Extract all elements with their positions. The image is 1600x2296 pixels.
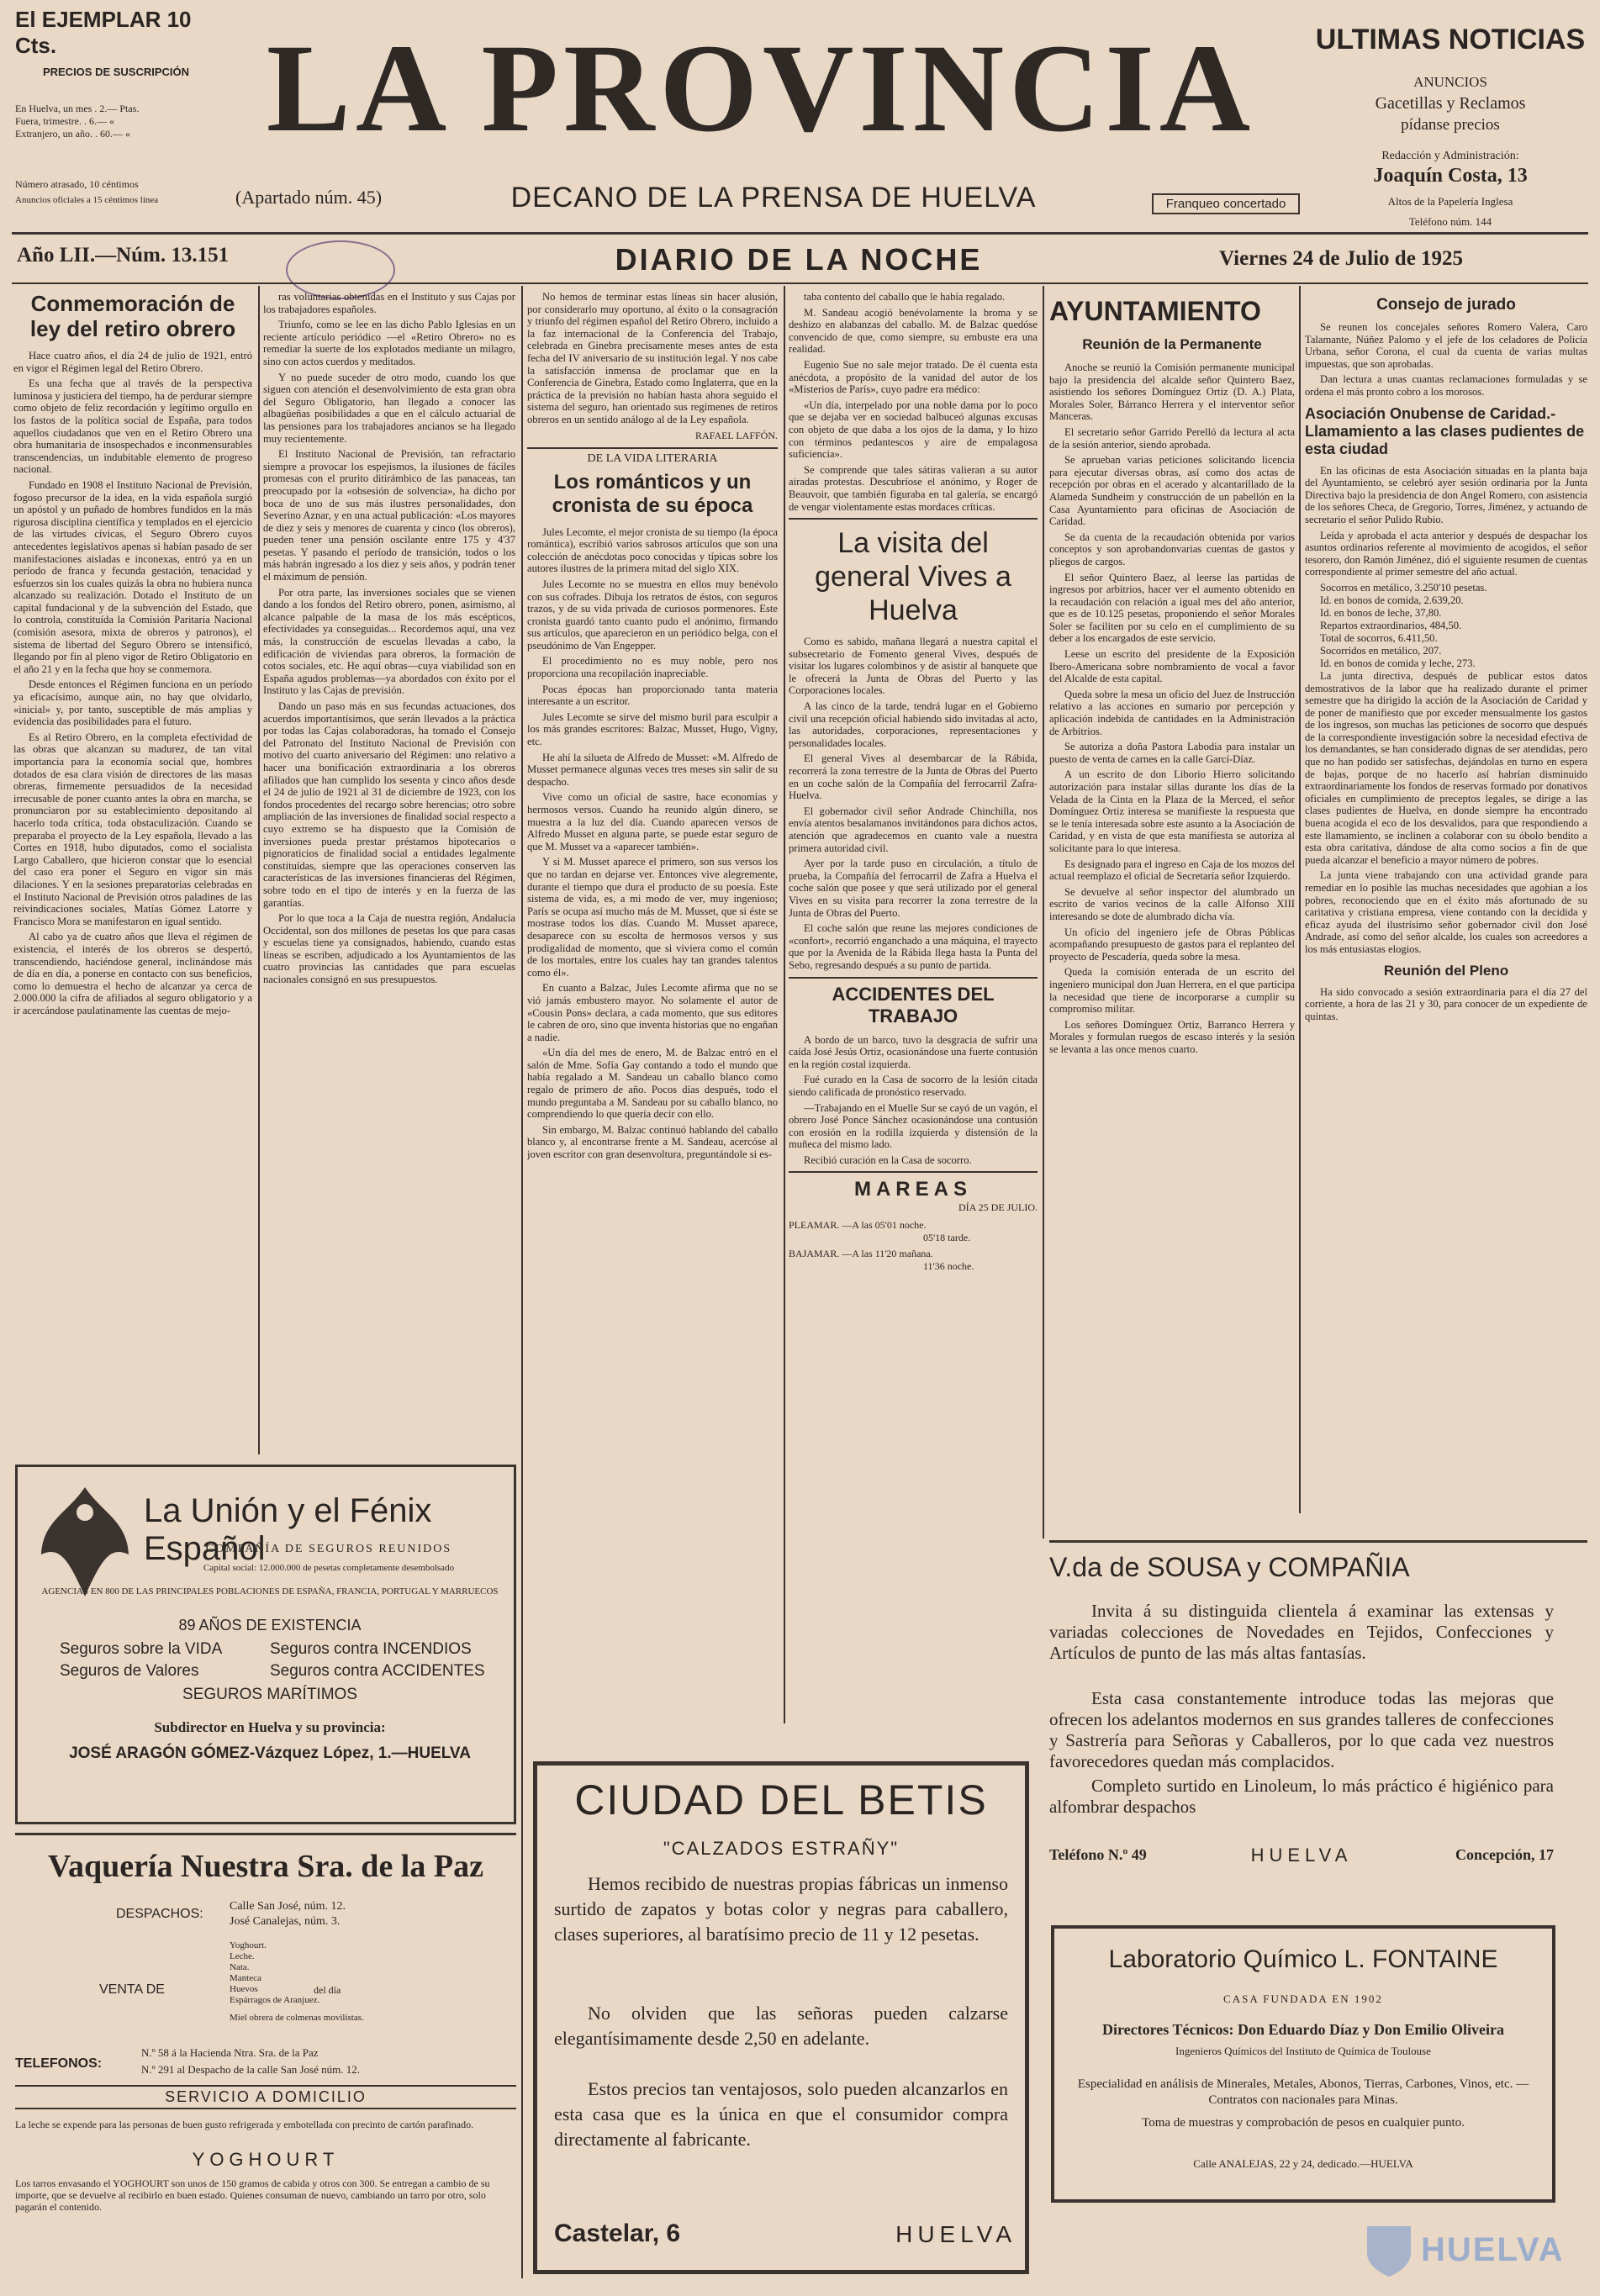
paragraph: Como es sabido, mañana llegará a nuestra capital el subsecretario de Fomento general Vives, después de visitar los lugares colombinos y de asistir al banquete que le ofrecerá la Junta de Obras del Puerto y las Corporaciones locales. xyxy=(789,636,1038,697)
ad-label: VENTA DE xyxy=(99,1982,165,1997)
paragraph: Hace cuatro años, el día 24 de julio de 1921, entró en vigor el Régimen legal del Retiro Obrero. xyxy=(13,350,252,374)
paragraph: Y si M. Musset aparece el primero, son sus versos los que no tardan en dejarse ver. Entonces vive alegremente, durante el tiempo que dura el producto de su poesía. Este sistema de vida, es, a mi modo de ver, muy ingenioso; París se ocupa así mucho más de M. Musset, que si éste se mostrase todos los días. Cuando M. Musset aparece, desaparece con su escolta de hermosos versos y sus prodigalidad de momento, que si viviera como el común de los mortales, entre los cuales hay tan grandes talentos como él». xyxy=(527,856,778,979)
paragraph: Leída y aprobada el acta anterior y después de despachar los asuntos ordinarios referente al movimiento de acogidos, el señor tesorero, don Ramón Jiménez, dió el siguiente resumen de cuentas correspondiente al primer semestre del año actual. xyxy=(1305,529,1587,578)
ad-address: Castelar, 6 xyxy=(554,2219,681,2247)
paragraph: Ha sido convocado a sesión extraordinaria para el día 27 del corriente, a hora de las 21 y 30, para conocer de un expediente de quintas. xyxy=(1305,985,1587,1022)
ad-laboratorio xyxy=(1051,1925,1555,2203)
venta-item: Nata. xyxy=(230,1962,250,1972)
ad-title: CIUDAD DEL BETIS xyxy=(574,1776,988,1824)
paragraph: El Instituto Nacional de Previsión, tan refractario siempre a provocar los espejismos, la ilusiones de fáciles promesas con el prurito ditirámbico de las panaceas, tan preocupado por la «obsesión de solvencia», ha dicho por boca de uno de sus más ilustres personalidades, don Severino Aznar, y en una actual publicación: «Los mayores de diez y seis y menores de cuarenta y cinco (los obreros), pueden tener una pensión oscilante entre 175 y 4'37 pesetas. Y pasando el período de transición, todos o los más habrán ingresado a los diez y seis años, y podrán tener el máximum de pensión. xyxy=(263,448,515,583)
paragraph: Se aprueban varias peticiones solicitando licencia para ejecutar diversas obras, así como dos actas de recepción por obras en el acerado y alcantarillado de la Alameda Sundheim y construcción de un pabellón en la Casa Ayuntamiento para oficinas de Asociación de Caridad. xyxy=(1049,454,1295,528)
ad-venta-list xyxy=(230,1940,322,2006)
ad-line: Seguros contra ACCIDENTES xyxy=(270,1662,485,1680)
paragraph: En cuanto a Balzac, Jules Lecomte afirma que no se vió jamás embustero mayor. No solamente el autor de «Cousin Pons» declara, a cada momento, que sus editores le cabren de oro, sino que inventa historias que no engañan a nadie. xyxy=(527,982,778,1043)
gacetillas-label: Gacetillas y Reclamos xyxy=(1375,94,1526,113)
ad-address: Calle ANALEJAS, 22 y 24, dedicado.—HUELVA xyxy=(1193,2157,1413,2170)
paragraph: Dan lectura a unas cuantas reclamaciones formuladas y se ordena el más pronto cobro a los morosos. xyxy=(1305,373,1587,398)
ad-text: N.º 58 á la Hacienda Ntra. Sra. de la Paz xyxy=(141,2046,319,2059)
paragraph: Ayer por la tarde puso en circulación, a título de prueba, la Compañía del ferrocarril de Zafra a Huelva el coche salón que posee y que será utilizado por el general Vives en su visita para recorrer la zona terrestre de la Junta de Obras del Puerto. xyxy=(789,858,1038,919)
paragraph: No hemos de terminar estas líneas sin hacer alusión, por considerarlo muy oportuno, al éxito o la consagración y triunfo del régimen español del Retiro Obrero, incluido a la faz internacional de la Conferencia del Trabajo, celebrada en Ginebra precisamente meses antes de esta fecha del IV aniversario de su institución legal. Y nos cabe la satisfacción inmensa de proclamar que en la Conferencia de Ginebra, Estado como Inglaterra, que en la práctica de la previsión no habían hasta ahora seguido el sistema del seguro, han orientado sus regímenes de retiros obreros en un sentido análogo al de la Ley española. xyxy=(527,291,778,425)
paragraph: Se devuelve al señor inspector del alumbrado un escrito de varios vecinos de la calle Alfonso XIII interesando se dote de alumbrado dicha vía. xyxy=(1049,885,1295,922)
huelva-watermark xyxy=(1362,2219,1589,2283)
paragraph: A bordo de un barco, tuvo la desgracia de sufrir una caída José Jesús Ortiz, ocasionándose una fuerte contusión en la región costal izquierda. xyxy=(789,1033,1038,1070)
ad-text: del día xyxy=(314,1984,341,1996)
column-5 xyxy=(1049,296,1295,1507)
ad-text: Miel obrera de colmenas movilistas. xyxy=(230,2013,364,2023)
section-label: DE LA VIDA LITERARIA xyxy=(587,451,718,465)
pidanse-label: pídanse precios xyxy=(1401,116,1500,134)
paragraph: La junta viene trabajando con una actividad grande para remediar en lo posible las muchas necesidades que agobian a los pobres, reconociendo que en el éxito más afortunado de su caritativa y cristiana empresa, viene contando con la decidida y eficaz ayuda del ilustrísimo señor gobernador civil don José Andrade, así como del señor alcalde, los cuales son acreedores a los más entusiastas elogios. xyxy=(1305,869,1587,955)
ad-years: 89 AÑOS DE EXISTENCIA xyxy=(178,1617,362,1634)
ad-text: N.º 291 al Despacho de la calle San José núm. 12. xyxy=(141,2063,360,2076)
account-line: Id. en bonos de comida y leche, 273. xyxy=(1320,657,1476,669)
paragraph: Un oficio del ingeniero jefe de Obras Públicas acompañando presupuesto de gastos para el replanteo del proyecto de Pescadería, queda sobre la mesa. xyxy=(1049,926,1295,963)
newspaper-title: LA PROVINCIA xyxy=(266,18,1256,158)
mareas-value: 11'36 noche. xyxy=(923,1260,974,1273)
paragraph: El secretario señor Garrido Perelló da lectura al acta de la sesión anterior, siendo aprobada. xyxy=(1049,425,1295,451)
newspaper-subtitle: DECANO DE LA PRENSA DE HUELVA xyxy=(510,182,1037,214)
paragraph: El procedimiento no es muy noble, pero nos proporciona una recopilación inapreciable. xyxy=(527,655,778,680)
mareas-date: DÍA 25 DE JULIO. xyxy=(958,1201,1038,1214)
paragraph: Vive como un oficial de sastre, hace economías y hermosos versos. Cuando ha reunido algún dinero, se muestra a la luz del día. Cuando aparecen versos de Alfredo Musset en alguna parte, se puede estar seguro de que M. Musset va a «aparecer también». xyxy=(527,791,778,852)
signature: RAFAEL LAFFÓN. xyxy=(694,429,778,441)
office-address: Joaquín Costa, 13 xyxy=(1373,165,1528,187)
paragraph: Los señores Domínguez Ortiz, Barranco Herrera y Morales y formulan ruegos de escaso interés y la sesión se levanta a las once menos cuarto. xyxy=(1049,1018,1295,1055)
paragraph: Es una fecha que al través de la perspectiva luminosa y justiciera del tiempo, ha de perdurar siempre como objeto de feliz recordación y legítimo orgullo en los fastos de la política social de España, para todos aquellos ciudadanos que ven en el Retiro Obrero una obra humanitaria de insospechados e inconmensurables transcendencias, un indubitable elemento de progreso nacional. xyxy=(13,377,252,476)
ad-paragraph: Completo surtido en Linoleum, lo más práctico é higiénico para alfombrar despachos xyxy=(1049,1776,1554,1817)
issue-date: Viernes 24 de Julio de 1925 xyxy=(1219,247,1464,270)
account-line: Repartos extraordinarios, 484,50. xyxy=(1320,619,1462,631)
account-line: Id. en bonos de leche, 37,80. xyxy=(1320,606,1442,619)
paragraph: Pocas épocas han proporcionado tanta materia interesante a un escritor. xyxy=(527,683,778,708)
column-rule xyxy=(521,286,523,2278)
ad-text: Calle San José, núm. 12. xyxy=(230,1900,346,1913)
ad-text: Los tarros envasando el YOGHOURT son unos de 150 gramos de cabida y otros con 300. Se entregan a cambio de su importe, que se devuelve al recibirlo en buen estado. Quienes consuman de nuevo, cambiando un tarro por otro, solo pagarán el contenido. xyxy=(15,2177,490,2213)
paragraph: Dando un paso más en sus fecundas actuaciones, dos acuerdos importantísimos, que serán llevados a la práctica por todas las Cajas colaboradoras, ha tomado el Consejo del Patronato del Instituto Nacional de Previsión con motivo del cuarto aniversario del Régimen: uno relativo a hacer una bonificación extraordinaria a los obreros afiliados que han cumplido los sesenta y cinco años desde el 24 de julio de 1921 al 31 de diciembre de 1923, con los fondos procedentes del recargo sobre herencias; otro sobre ampliación de las inversiones de finalidad social respecto a cuyo extremo se ha dispuesto que la Comisión de inversiones pueda prestar préstamos hipotecarios o pignoraticios de finalidad social a entidades legalmente constituídas, siempre que las operaciones conserven las características de las inversiones financieras del Régimen, sobre todo en el tipo de interés y en la fuerza de las garantías. xyxy=(263,700,515,909)
mareas-value: —A las 11'20 mañana. xyxy=(842,1248,933,1260)
paragraph: «Un día, interpelado por una noble dama por lo poco que se dejaba ver en sociedad balbuceó algunas excusas con objeto de que daba a los ojos de la dama, y lo hizo con términos pedantescos y aire de empalagosa suficiencia». xyxy=(789,399,1038,461)
paragraph: M. Sandeau acogió benévolamente la broma y se deshizo en alabanzas del caballo. M. de Balzac quedóse convencido de que, como siempre, su embuste era una realidad. xyxy=(789,306,1038,356)
article-headline: Conmemoración de ley del retiro obrero xyxy=(29,291,236,341)
paragraph: Leese un escrito del presidente de la Exposición Ibero-Americana sobre nombramiento de vocal a favor del Alcalde de esta capital. xyxy=(1049,648,1295,685)
mareas-label: PLEAMAR. xyxy=(789,1219,840,1232)
column-rule xyxy=(258,286,260,1454)
article-subhead: Reunión de la Permanente xyxy=(1082,336,1262,352)
mareas-title: MAREAS xyxy=(853,1178,972,1201)
ad-ingenieros: Ingenieros Químicos del Instituto de Química de Toulouse xyxy=(1175,2045,1431,2057)
paragraph: El general Vives al desembarcar de la Rábida, recorrerá la zona terrestre de la Junta de Obras del Puerto en un coche salón de la Compañía del ferrocarril Zafra-Huelva. xyxy=(789,752,1038,802)
paragraph: Es designado para el ingreso en Caja de los mozos del actual reemplazo el oficial de Secretaría señor Izquierdo. xyxy=(1049,858,1295,883)
ad-line: Seguros contra INCENDIOS xyxy=(270,1640,472,1658)
venta-item: Leche. xyxy=(230,1951,255,1961)
ad-label: TELEFONOS: xyxy=(15,2056,103,2071)
column-rule xyxy=(784,286,785,1723)
column-rule xyxy=(1043,286,1044,1539)
subscription-title: PRECIOS DE SUSCRIPCIÓN xyxy=(42,66,190,78)
venta-item: Manteca xyxy=(230,1973,261,1983)
mareas-pleamar xyxy=(789,1219,1038,1244)
paragraph: Fué curado en la Casa de socorro de la lesión citada siendo calificada de pronóstico reservado. xyxy=(789,1074,1038,1098)
ad-title: La Unión y el Fénix Español xyxy=(144,1492,432,1567)
ad-paragraph: Toma de muestras y comprobación de pesos en cualquier punto. xyxy=(1142,2116,1465,2130)
back-issue-price: Número atrasado, 10 céntimos xyxy=(15,178,139,190)
paragraph: —Trabajando en el Muelle Sur se cayó de un vagón, el obrero José Ponce Sánchez ocasionándose una contusión con erosión en la rodilla izquierda y distensión de la muñeca del mismo lado. xyxy=(789,1101,1038,1151)
paragraph: El señor Quintero Baez, al leerse las partidas de ingresos por arbitrios, hacer ver el aumento obtenido en la recaudación con relación a igual mes del año anterior, que es de 10.125 pesetas, proponiendo el señor Morales Soler se faciliten por su celo en el cumplimiento de su deber a los encargados de este servicio. xyxy=(1049,571,1295,645)
redaccion-label: Redacción y Administración: xyxy=(1381,150,1519,162)
apartado: (Apartado núm. 45) xyxy=(235,187,383,208)
ad-agent-name: JOSÉ ARAGÓN GÓMEZ-Vázquez López, 1.—HUELVA xyxy=(69,1744,471,1762)
account-line: Socorros en metálico, 3.250'10 pesetas. xyxy=(1320,581,1487,594)
ad-directors: Directores Técnicos: Don Eduardo Díaz y Don Emilio Oliveira xyxy=(1102,2021,1504,2038)
ad-founded: CASA FUNDADA EN 1902 xyxy=(1223,1993,1383,2005)
article-headline: Asociación Onubense de Caridad.-Llamamiento a las clases pudientes de esta ciudad xyxy=(1305,404,1585,457)
ad-text: José Canalejas, núm. 3. xyxy=(230,1915,341,1928)
account-line: Total de socorros, 6.411,50. xyxy=(1320,631,1438,644)
ad-address: Concepción, 17 xyxy=(1455,1846,1554,1863)
anuncios-label: ANUNCIOS xyxy=(1413,74,1487,90)
subscription-prices xyxy=(15,103,217,140)
article-headline: ACCIDENTES DEL TRABAJO xyxy=(832,983,995,1027)
diario-de-la-noche: DIARIO DE LA NOCHE xyxy=(615,242,983,277)
column-rule xyxy=(1299,286,1301,1513)
paragraph: Queda sobre la mesa un oficio del Juez de Instrucción relativo a las acciones en sumario por percepción y aplicación indebida de cantidades en la Administración de Arbitrios. xyxy=(1049,688,1295,737)
ad-city: HUELVA xyxy=(1250,1845,1353,1866)
paragraph: Jules Lecomte, el mejor cronista de su tiempo (la época romántica), escribió varios sabrosos artículos que son una colección de anécdotas poco conocidas y típicas sobre los autores ilustres de la primera mitad del siglo XIX. xyxy=(527,525,778,575)
ad-phone: Teléfono N.º 49 xyxy=(1049,1846,1147,1863)
paragraph: A las cinco de la tarde, tendrá lugar en el Gobierno civil una recepción oficial habiendo sido invitadas al acto, las autoridades, corporaciones, representaciones y personalidades locales. xyxy=(789,700,1038,749)
venta-item: Espárragos de Aranjuez. xyxy=(230,1995,320,2005)
article-headline: Los románticos y un cronista de su época xyxy=(552,470,753,517)
ad-title: Vaquería Nuestra Sra. de la Paz xyxy=(48,1849,483,1884)
paragraph: Por otra parte, las inversiones sociales que se vienen dando a los fondos del Retiro obrero, ponen, asimismo, al alcance palpable de la masa de los más escépticos, efectividades ya conseguidas... Recordemos aquí, una vez más, la construcción de escuelas llevadas a cabo, la edificación de viviendas para obreros, la formación de cotos sociales, etc. He aquí obras—cuya viabilidad son en España agudos problemas—ya abordados con éxito por el Instituto y las Cajas de previsión. xyxy=(263,586,515,697)
ad-text: La leche se expende para las personas de buen gusto refrigerada y embotellada con precinto de cartón parafinado. xyxy=(15,2119,474,2130)
huelva-shield-icon xyxy=(1362,2223,1416,2280)
paragraph: Eugenio Sue no sale mejor tratado. De él cuenta esta anécdota, a propósito de la vanidad del autor de los «Misterios de París», cuyo padre era médico: xyxy=(789,358,1038,396)
ad-paragraph: Esta casa constantemente introduce todas las mejoras que ofrecen los adelantos modernos en sus grandes talleres de confecciones y Sastrería para Señoras y Caballeros, por lo que cada vez nuestros favorecedores quedan más complacidos. xyxy=(1049,1688,1554,1771)
paragraph: Al cabo ya de cuatro años que lleva el régimen de existencia, el interés de los obreros se despertó, transcendiendo, haciéndose general, inclinándose más de día en día, a ponerse en contacto con sus beneficios, como lo demuestra el hecho de alcanzar ya cerca de 2.000.000 la cifra de afiliados al seguro obligatorio y a ir acercándose paulatinamente las cuentas de mejo- xyxy=(13,931,252,1016)
ad-capital: Capital social: 12.000.000 de pesetas completamente desembolsado xyxy=(203,1563,455,1573)
ad-paragraph: No olviden que las señoras pueden calzarse elegantísimamente desde 2,50 en adelante. xyxy=(554,2003,1008,2049)
ad-sousa xyxy=(1049,1540,1587,1893)
accounts-list xyxy=(1305,582,1587,670)
paragraph: Por lo que toca a la Caja de nuestra región, Andalucía Occidental, son dos millones de pesetas los que para casas y escuelas tiene ya consignados, habiendo, cuando estas líneas se escriben, adjudicado a los Ayuntamientos de las cuatro provincias las cantidades que para escuelas nacionales consignó en sus presupuestos. xyxy=(263,912,515,986)
paragraph: ras voluntarias obtenidas en el Instituto y sus Cajas por los trabajadores españoles. xyxy=(263,291,515,315)
ad-ciudad-betis xyxy=(533,1761,1029,2274)
year-number: Año LII.—Núm. 13.151 xyxy=(17,244,230,267)
ultimas-noticias: ULTIMAS NOTICIAS xyxy=(1315,24,1586,55)
paragraph: El coche salón que reune las mejores condiciones de «confort», recorrió enganchado a una máquina, el trayecto que por la Avenida de la Rábida llega hasta la Punta del Sebo, regresando después a su punto de partida. xyxy=(789,922,1038,971)
rule xyxy=(12,282,1588,284)
paragraph: El gobernador civil señor Andrade Chinchilla, nos envía atentos besalamanos invitándonos para dichos actos, atención que agradecemos en cuanto vale a nuestra primera autoridad civil. xyxy=(789,805,1038,854)
office-location: Altos de la Papelería Inglesa xyxy=(1387,195,1513,208)
ad-paragraph: Invita á su distinguida clientela á examinar las extensas y variadas colecciones de Novedades en Tejidos, Confecciones y Artículos de punto de las más altas fantasías. xyxy=(1049,1601,1554,1663)
paragraph: Triunfo, como se lee en las dicho Pablo Iglesias en un reciente artículo periódico —el «Retiro Obrero» no es remediar la suerte de los explotados mediante un milagro, sino con actos cuerdos y meditados. xyxy=(263,319,515,367)
paragraph: Y no puede suceder de otro modo, cuando los que siguen con atención el desenvolvimiento de esta gran obra del Seguro Obligatorio, han llegado a conocer las albagüeñas posibilidades a que en el cálculo actuarial de las pensiones para los trabajadores ancianos se ha llegado muy recientemente. xyxy=(263,371,515,445)
ad-subtitle: "CALZADOS ESTRAÑY" xyxy=(663,1838,900,1859)
paragraph: Fundado en 1908 el Instituto Nacional de Previsión, fogoso precursor de la idea, en la vida española surgió un apóstol y un puñado de hombres fundidos en la más rigurosa disciplina científica y templados en el ejercicio de las virtudes cívicas, el Seguro Obrero cuyos antecedentes legislativos apenas si habían pasado de ser manifestaciones aisladas e inconexas, entró ya en un período de franca y fecunda gestación, tenacidad y esfuerzos sin los cuales quizás la obra no hubiera nunca alcanzado su realización. Dotado el Instituto de un capital fundacional y de la subvención del Estado, que lo controla, constituída la Comisión Paritaria Nacional (comisión asesora, mixta de obreros y patronos), el sistema de libertad del Seguro Obrero se intensificó, llegando por fin al pleno vigor de Retiro Obligatorio en el año 21 y en la fecha que hoy se conmemora. xyxy=(13,478,252,675)
paragraph: taba contento del caballo que le había regalado. xyxy=(804,291,1006,303)
article-headline: Consejo de jurado xyxy=(1376,296,1516,314)
paragraph: Desde entonces el Régimen funciona en un período ya eficacísimo, aunque aún, no hay que olvidarlo, «inicial» y, por tanto, susceptible de más amplias y evidencia das posibilidades para el futuro. xyxy=(13,678,252,728)
paragraph: Jules Lecomte se sirve del mismo buril para esculpir a los más grandes escritores: Balzac, Musset, Hugo, Vigny, etc. xyxy=(527,710,778,748)
paragraph: «Un día del mes de enero, M. de Balzac entró en el salón de Mme. Sofía Gay contando a todo el mundo que había regalado a M. Sandeau un caballo blanco como regalo de primero de año. Pocos días después, todo el mundo preguntaba a M. Sandeau por su caballo blanco, no comprendiendo lo que quería decir con ello. xyxy=(527,1047,778,1121)
paragraph: Se reunen los concejales señores Romero Valera, Caro Talamante, Núñez Palomo y el jefe de los celadores de Policía Urbana, señor Corona, el cual da cuenta de varias multas impuestas, que son aprobadas. xyxy=(1305,321,1587,370)
venta-item: Huevos xyxy=(230,1984,258,1994)
ad-subdirector: Subdirector en Huelva y su provincia: xyxy=(154,1719,386,1735)
ad-line: Seguros sobre la VIDA xyxy=(60,1640,223,1658)
account-line: Id. en bonos de comida, 2.639,20. xyxy=(1320,594,1464,606)
subscription-line: Fuera, trimestre. . 6.— « xyxy=(15,115,114,127)
mareas-value: 05'18 tarde. xyxy=(923,1232,971,1244)
paragraph: Recibió curación en la Casa de socorro. xyxy=(804,1153,972,1166)
paragraph: Sin embargo, M. Balzac continuó hablando del caballo blanco y, al encontrarse frente a M. Sandeau, acercóse al joven escritor con gran desenvoltura, preguntándole si es- xyxy=(527,1123,778,1161)
ads-rate: Anuncios oficiales a 15 céntimos línea xyxy=(15,195,159,205)
subscription-line: En Huelva, un mes . 2.— Ptas. xyxy=(15,103,140,114)
ad-union-fenix xyxy=(15,1465,516,1824)
paragraph: Se comprende que tales sátiras valieran a su autor airadas protestas. Descubríose el anónimo, y Roger de Beauvoir, que también figuraba en tal galería, se encargó de vengar violentamente estas mordaces críticas. xyxy=(789,463,1038,513)
paragraph: En las oficinas de esta Asociación situadas en la planta baja del Ayuntamiento, se celebró ayer sesión ordinaria por la Junta Directiva bajo la presidencia de don Angel Romero, con asistencia de los señores Checa, de Gregorio, Torres, Jiménez, y actuando de secretario el señor Pulido Rubio. xyxy=(1305,464,1587,525)
venta-item: Yoghourt. xyxy=(230,1940,267,1950)
article-headline: Reunión del Pleno xyxy=(1383,962,1509,979)
article-headline: La visita del general Vives a Huelva xyxy=(815,527,1011,627)
ad-line: SEGUROS MARÍTIMOS xyxy=(182,1686,357,1703)
ad-company: COMPAÑÍA DE SEGUROS REUNIDOS xyxy=(205,1543,452,1555)
mareas-bajamar xyxy=(789,1248,1038,1273)
subscription-line: Extranjero, un año. . 60.— « xyxy=(15,128,130,140)
ad-paragraph: Especialidad en análisis de Minerales, Metales, Abonos, Tierras, Carbones, Vinos, etc. — Contratos con nacionales para Minas. xyxy=(1077,2077,1529,2107)
column-1 xyxy=(13,291,252,1449)
column-2 xyxy=(263,291,515,1449)
mareas-label: BAJAMAR. xyxy=(789,1248,840,1260)
ad-title: Laboratorio Químico L. FONTAINE xyxy=(1108,1945,1498,1973)
ad-servicio: SERVICIO A DOMICILIO xyxy=(15,2085,516,2109)
ad-paragraph: Estos precios tan ventajosos, solo pueden alcanzarlos en esta casa que es la única en que el consumidor compra directamente al fabricante. xyxy=(554,2078,1008,2150)
article-headline: AYUNTAMIENTO xyxy=(1049,296,1261,326)
paragraph: He ahí la silueta de Alfredo de Musset: «M. Alfredo de Musset permanece algunas veces tres meses sin salir de su despacho. xyxy=(527,751,778,788)
column-4 xyxy=(789,291,1038,1611)
paragraph: Es al Retiro Obrero, en la completa efectividad de las obras que alcanzan su madurez, de tan vital importancia para la economía social que, hombres dotados de esa clara visión de directores de las masas obreras, firmemente persuadidos de la necesidad irrecusable de poner cuanto antes la obra en marcha, se pronunciaron por su establecimiento depositando al hacerlo toda crítica, toda obstaculización. Cuando se preparaba el proyecto de la Ley española, llevado a las Cortes en 1918, hubo diputados, como el socialista Largo Caballero, que hicieron constar que lo esencial del caso era poner el Seguro en vigor sin más dilaciones. Y en la sesiones preparatorias celebradas en el Instituto Nacional de Previsión otros paladines de las reivindicaciones sociales, Matías Gómez Latorre y Francisco Mora se manifestaron en igual sentido. xyxy=(13,731,252,927)
paragraph: Anoche se reunió la Comisión permanente municipal bajo la presidencia del alcalde señor Quintero Baez, asistiendo los señores Domínguez Ortiz (D. A.) Plata, Morales Soler, Bárranco Herrera y el interventor señor Manceras. xyxy=(1049,362,1295,423)
ad-paragraph: Hemos recibido de nuestras propias fábricas un inmenso surtido de zapatos y botas color y negras para caballero, clases superiores, al baratísimo precio de 11 y 12 pesetas. xyxy=(554,1873,1008,1945)
office-phone: Teléfono núm. 144 xyxy=(1408,215,1492,228)
column-6 xyxy=(1305,296,1587,1507)
ad-line: Seguros de Valores xyxy=(60,1662,199,1680)
ad-vaqueria xyxy=(15,1833,516,2278)
paragraph: Jules Lecomte no se muestra en ellos muy benévolo con sus cofrades. Dibuja los retratos de éstos, con seguros trazos, y de su vida privada de curiosos pormenores. Este cronista guardó tanto cuanto pudo el anónimo, firmando sus artículos, que aparecieron en un periódico belga, con el pseudónimo de Van Engepper. xyxy=(527,578,778,652)
paragraph: Queda la comisión enterada de un escrito del ingeniero municipal don Juan Herrera, en el que participa la necesidad que tiene de incorporarse a cumplir su compromiso militar. xyxy=(1049,966,1295,1016)
column-3 xyxy=(527,291,778,1718)
ad-city: HUELVA xyxy=(895,2221,1017,2247)
paragraph: Se autoriza a doña Pastora Labodia para instalar un puesto de venta de carnes en la calle Garcí-Díaz. xyxy=(1049,741,1295,765)
rule xyxy=(12,232,1588,235)
paragraph: Se da cuenta de la recaudación obtenida por varios conceptos y son aprobandonvarias cuentas de gastos y pliegos de cargos. xyxy=(1049,530,1295,567)
issue-price: El EJEMPLAR 10 Cts. xyxy=(15,7,192,58)
franqueo-stamp: Franqueo concertado xyxy=(1152,193,1300,214)
ad-label: DESPACHOS: xyxy=(116,1907,203,1921)
account-line: Socorridos en metálico, 207. xyxy=(1320,644,1442,657)
ad-agencies: AGENCIAS EN 800 DE LAS PRINCIPALES POBLACIONES DE ESPAÑA, FRANCIA, PORTUGAL Y MARRUECOS xyxy=(41,1586,499,1597)
ad-title: V.da de SOUSA y COMPAÑIA xyxy=(1049,1552,1410,1582)
mareas-value: —A las 05'01 noche. xyxy=(842,1219,927,1232)
ad-yoghourt: YOGHOURT xyxy=(192,2149,340,2170)
paragraph: La junta directiva, después de publicar estos datos demostrativos de la labor que ha realizado durante el primer semestre que ha dirigido la acción de la Asociación de Caridad y de poner de manifiesto que por exceder mensualmente los gastos de los ingresos, son muchas las peticiones de socorro que después de la correspondiente investigación sobre la necesidad efectiva de los demandantes, se han considerado dignas de ser atendidas, pero que no han podido ser satisfechas, dejándolas en turno en espera de bajas, porque de no hacerlo así habrían disminuido extraordinariamente los fondos de reservas formado por donativos oficiales en cumplimiento de preceptos legales, se dirige a las clases pudientes de Huelva, en donde siempre ha encontrado buena acogida el eco de los desvalidos, para que respondiendo a este llamamiento, se inclinen a colaborar con su óbolo bendito a esta obra caritativa, dándose de alta como socios a fin de que pueda alcanzar el beneficio a mayor número de pobres. xyxy=(1305,669,1587,866)
paragraph: A un escrito de don Liborio Hierro solicitando autorización para instalar sillas durante los días de la Velada de la Cinta en la Plaza de la Merced, el señor Domínguez Ortiz interesa se manifieste la respuesta que se le tenía interesada sobre este asunto a la Asociación de Caridad, y en vista de que esta manifiesta se autoriza al solicitante para lo que interesa. xyxy=(1049,768,1295,854)
watermark-text: HUELVA xyxy=(1421,2231,1565,2268)
